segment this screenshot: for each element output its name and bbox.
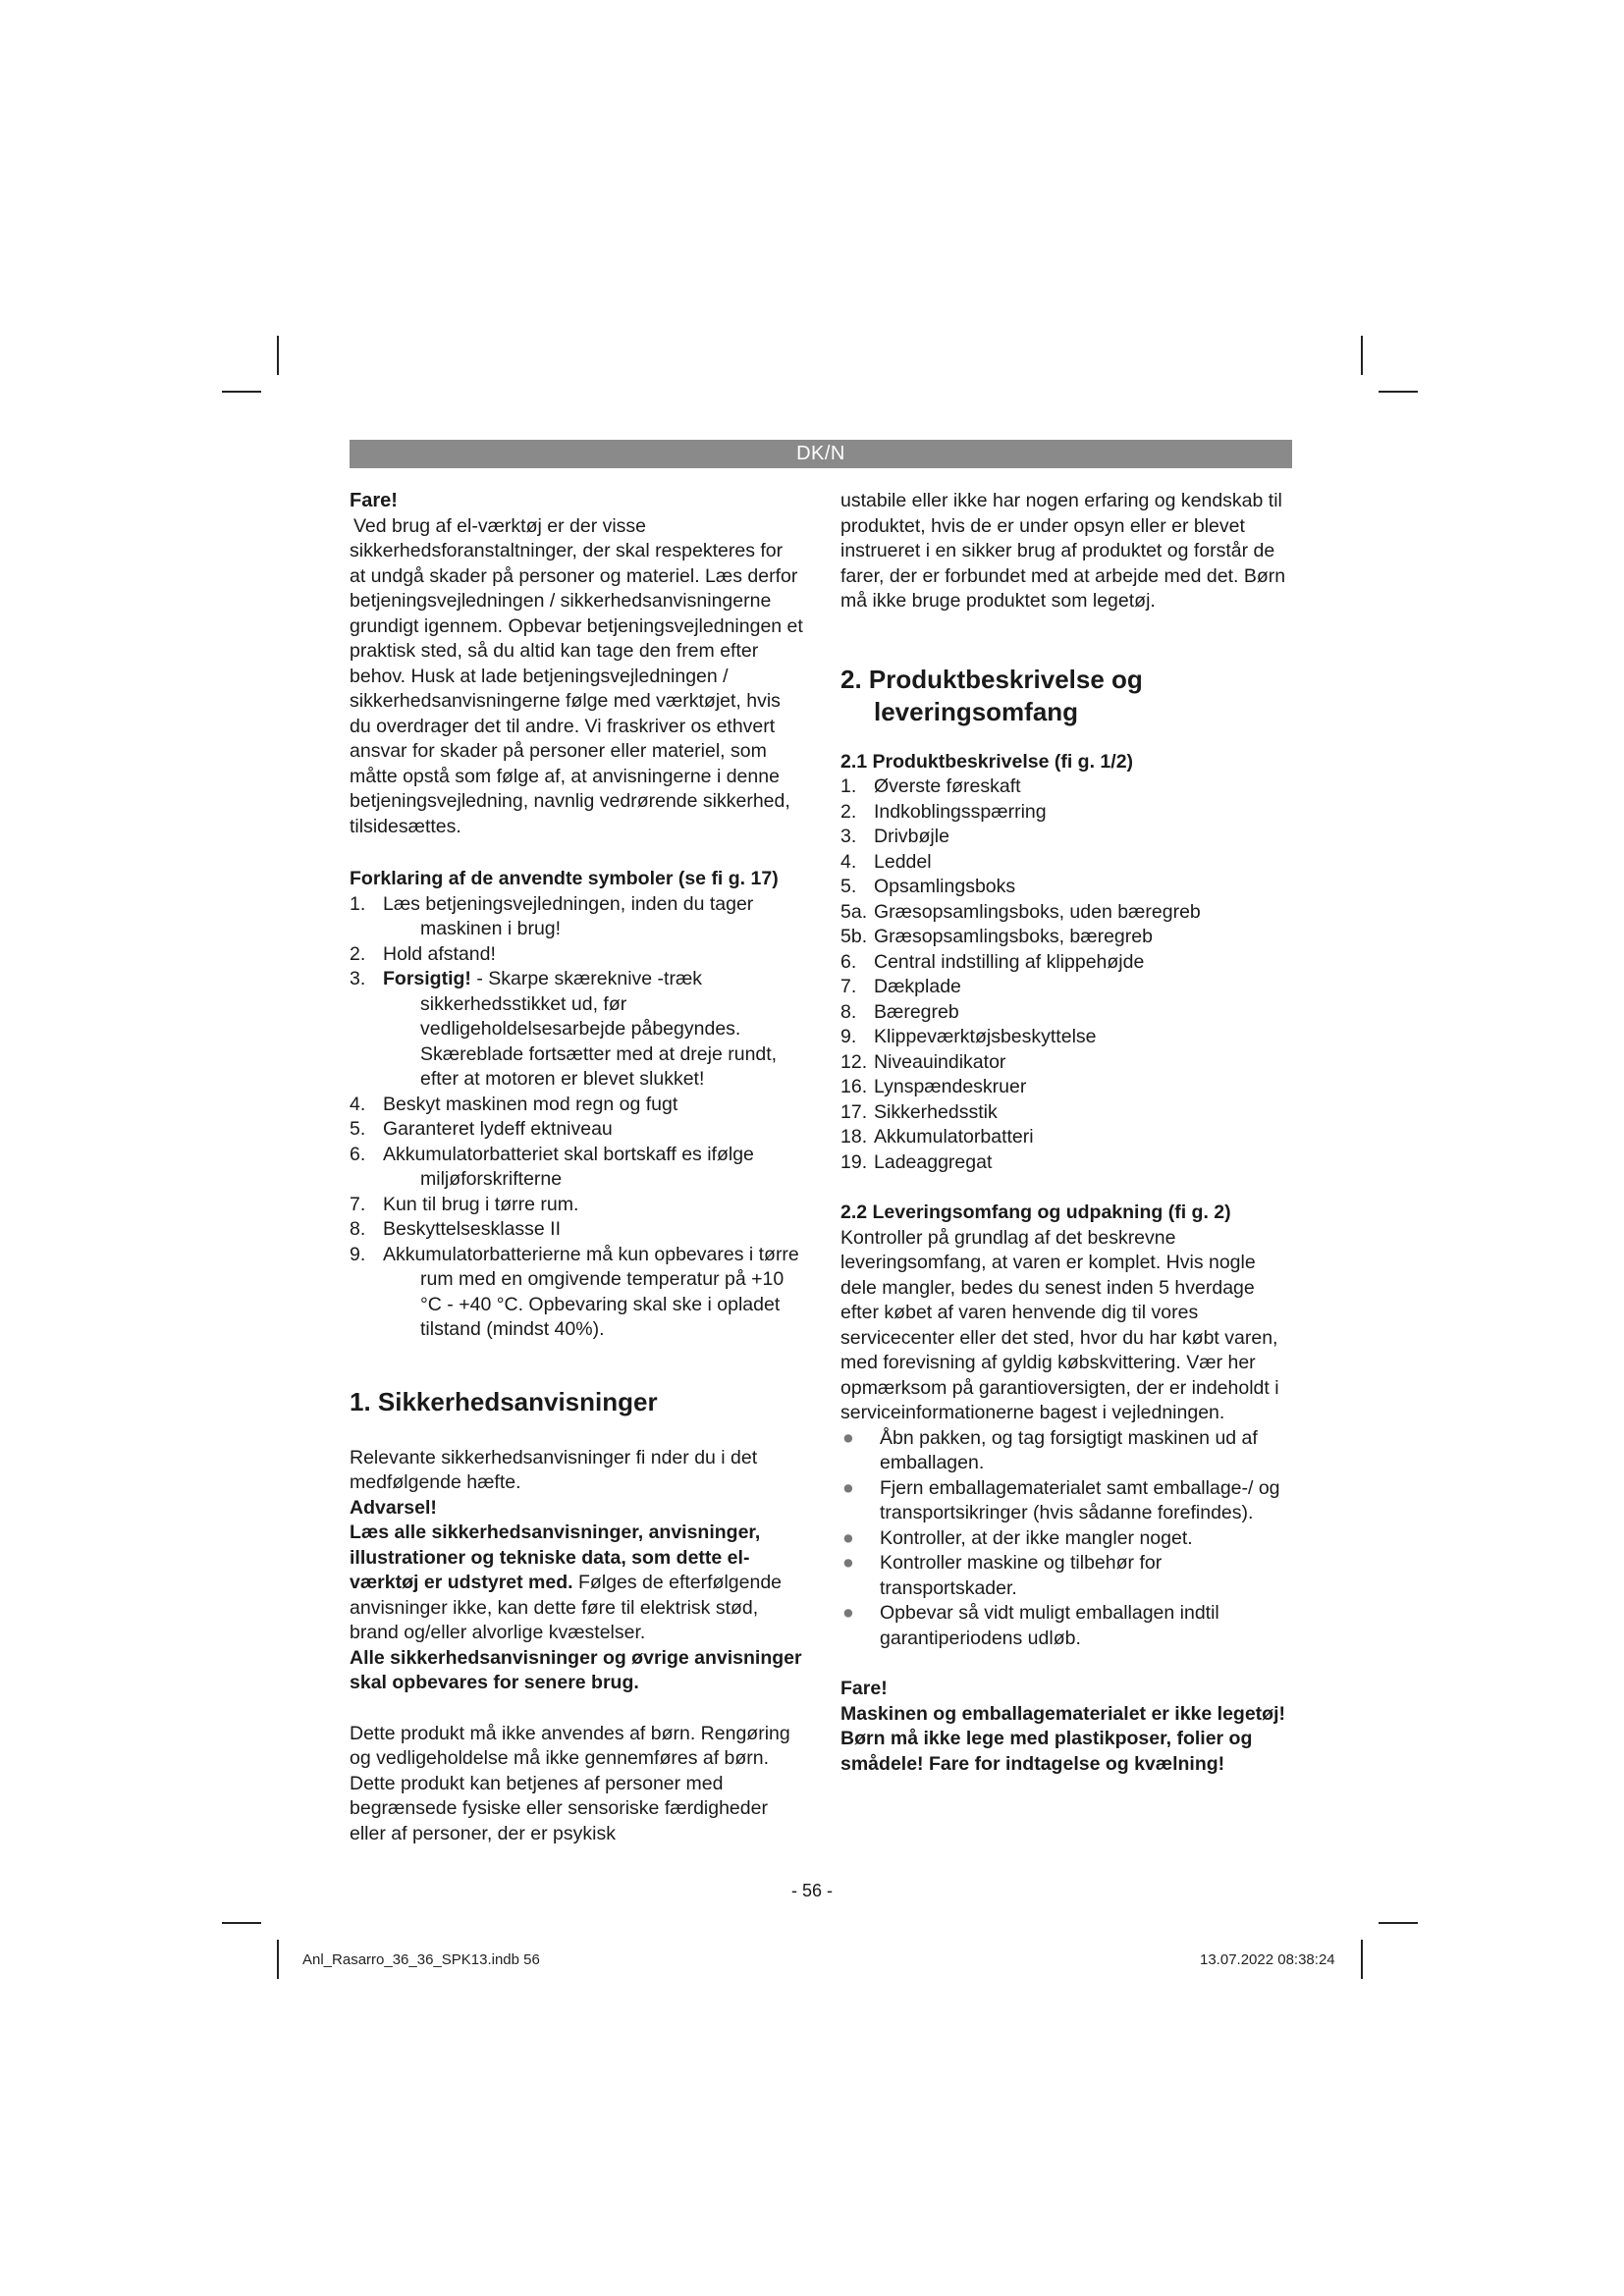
item-number: 18. <box>840 1126 868 1148</box>
item-text: Drivbøjle <box>874 826 949 847</box>
caution-label: Forsigtig! <box>383 968 471 989</box>
item-text: Akkumulatorbatteri <box>874 1126 1034 1148</box>
crop-mark <box>277 1940 279 1979</box>
crop-mark <box>1361 1940 1363 1979</box>
item-number: 16. <box>840 1076 868 1097</box>
list-item <box>840 1025 1294 1050</box>
item-text: Kontroller, at der ikke mangler noget. <box>880 1526 1193 1549</box>
item-text: - Skarpe skæreknive -træk sikkerhedsstikket ud, før vedligeholdelsesarbejde påbegyndes. Skæreblade fortsætter med at dreje rundt, efter at motoren er blevet slukket! <box>420 968 778 1090</box>
warning-text: Følges de efterfølgende anvisninger ikke, kan dette føre til elektrisk stød, brand og/eller alvorlige kvæstelser. <box>350 1572 783 1643</box>
list-item <box>350 892 803 942</box>
list-item <box>350 1143 803 1193</box>
item-text: Ladeaggregat <box>874 1150 993 1173</box>
section-1-intro: Relevante sikkerhedsanvisninger fi nder du i det medfølgende hæfte. <box>350 1446 758 1493</box>
list-item <box>840 800 1294 826</box>
list-item <box>840 1125 1294 1150</box>
continued-paragraph: ustabile eller ikke har nogen erfaring og kendskab til produktet, hvis de er under opsyn eller er blevet instrueret i en sikker brug af produktet og forstår de farer, der er forbundet med at arbejde med det. Børn må ikke bruge produktet som legetøj. <box>840 490 1286 612</box>
item-number: 2. <box>840 800 857 823</box>
list-item <box>350 1093 803 1118</box>
list-item <box>840 825 1294 850</box>
right-column <box>840 489 1294 1777</box>
bullet-icon: ● <box>842 1476 854 1499</box>
list-item <box>840 1476 1294 1526</box>
list-item <box>350 942 803 968</box>
fare-heading-2: Fare! <box>840 1678 888 1699</box>
crop-mark <box>222 391 261 393</box>
item-text: Beskyt maskinen mod regn og fugt <box>383 1093 678 1115</box>
crop-mark <box>1361 336 1363 375</box>
item-text: Leddel <box>874 850 932 873</box>
item-number: 1. <box>840 775 857 797</box>
crop-mark <box>222 1922 261 1924</box>
item-text: Dækplade <box>874 976 961 997</box>
fare-paragraph: Ved brug af el-værktøj er der visse sikkerhedsforanstaltninger, der skal respekteres for at undgå skader på personer og materiel. Læs derfor betjeningsvejledningen / sikkerhedsanvisningerne grundigt igennem. Opbevar betjeningsvejledningen et praktisk sted, så du altid kan tage den frem efter behov. Husk at lade betjeningsvejledningen / sikkerhedsanvisningerne følge med værktøjet, hvis du overdrager det til andre. Vi fraskriver os ethvert ansvar for skader på personer eller materiel, som måtte opstå som følge af, at anvisningerne i denne betjeningsvejledning, navnlig vedrørende sikkerhed, tilsidesættes. <box>350 514 803 837</box>
parts-list <box>840 774 1294 1175</box>
item-number: 5. <box>350 1118 366 1140</box>
item-text: Opbevar så vidt muligt emballagen indtil garantiperiodens udløb. <box>880 1602 1219 1649</box>
item-text: Indkoblingsspærring <box>874 800 1047 823</box>
subsection-2-1-title: 2.1 Produktbeskrivelse (fi g. 1/2) <box>840 750 1134 773</box>
item-number: 12. <box>840 1050 868 1073</box>
item-number: 6. <box>840 950 857 973</box>
print-timestamp: 13.07.2022 08:38:24 <box>1200 1951 1335 1968</box>
item-text: Åbn pakken, og tag forsigtigt maskinen ud af emballagen. <box>880 1426 1258 1473</box>
item-number: 4. <box>840 850 857 873</box>
list-item <box>840 774 1294 800</box>
list-item <box>840 1150 1294 1176</box>
print-file-name: Anl_Rasarro_36_36_SPK13.indb 56 <box>302 1951 540 1968</box>
warning-paragraph <box>350 1521 803 1646</box>
bullet-icon: ● <box>842 1426 854 1449</box>
list-item <box>840 1050 1294 1076</box>
unpacking-list <box>840 1426 1294 1652</box>
item-number: 7. <box>350 1193 366 1215</box>
item-text: Læs betjeningsvejledningen, inden du tager maskinen i brug! <box>383 892 754 939</box>
list-item <box>840 1601 1294 1651</box>
crop-mark <box>277 336 279 375</box>
item-text: Kun til brug i tørre rum. <box>383 1193 579 1215</box>
language-label: DK/N <box>796 443 845 464</box>
item-number: 19. <box>840 1150 868 1173</box>
list-item <box>840 900 1294 926</box>
list-item <box>350 1193 803 1218</box>
item-text: Hold afstand! <box>383 942 496 965</box>
item-text: Lynspændeskruer <box>874 1076 1027 1097</box>
children-paragraph: Dette produkt må ikke anvendes af børn. Rengøring og vedligeholdelse må ikke gennemføres af børn. Dette produkt kan betjenes af personer med begrænsede fysiske eller sensoriske færdigheder eller af personer, der er psykisk <box>350 1722 790 1844</box>
item-number: 5a. <box>840 900 868 923</box>
item-text: Niveauindikator <box>874 1050 1006 1073</box>
item-number: 9. <box>350 1243 366 1265</box>
item-text: Bæregreb <box>874 1000 959 1023</box>
item-number: 6. <box>350 1143 366 1165</box>
item-text: Akkumulatorbatteriet skal bortskaff es ifølge miljøforskrifterne <box>383 1143 754 1190</box>
bullet-icon: ● <box>842 1602 854 1624</box>
item-number: 3. <box>350 968 366 989</box>
warning-bold-text: Læs alle sikkerhedsanvisninger, anvisninger, illustrationer og tekniske data, som dette el-værktøj er udstyret med. <box>350 1522 761 1593</box>
keep-instructions-note: Alle sikkerhedsanvisninger og øvrige anvisninger skal opbevares for senere brug. <box>350 1646 802 1693</box>
list-item <box>840 950 1294 976</box>
item-number: 4. <box>350 1093 366 1115</box>
bullet-icon: ● <box>842 1526 854 1549</box>
crop-mark <box>1379 1922 1418 1924</box>
list-item <box>840 1551 1294 1601</box>
item-text: Græsopsamlingsboks, bæregreb <box>874 926 1153 947</box>
list-item <box>350 967 803 1093</box>
section-1-title: 1. Sikkerhedsanvisninger <box>350 1386 658 1416</box>
item-number: 5b. <box>840 926 868 947</box>
list-item <box>350 1217 803 1243</box>
left-column <box>350 489 803 1846</box>
item-text: Beskyttelsesklasse II <box>383 1218 561 1240</box>
list-item <box>840 1100 1294 1126</box>
item-text: Sikkerhedsstik <box>874 1100 998 1123</box>
item-number: 2. <box>350 942 366 965</box>
fare-warning-text: Maskinen og emballagematerialet er ikke legetøj! Børn må ikke lege med plastikposer, folier og smådele! Fare for indtagelse og kvælning! <box>840 1702 1286 1775</box>
crop-mark <box>1379 391 1418 393</box>
item-text: Kontroller maskine og tilbehør for transportskader. <box>880 1552 1163 1599</box>
list-item <box>840 850 1294 876</box>
item-text: Klippeværktøjsbeskyttelse <box>874 1026 1097 1047</box>
item-text: Fjern emballagematerialet samt emballage-/ og transportsikringer (hvis sådanne forefindes). <box>880 1476 1280 1523</box>
item-number: 7. <box>840 976 857 997</box>
list-item <box>840 925 1294 950</box>
item-number: 3. <box>840 826 857 847</box>
list-item <box>840 1526 1294 1552</box>
item-text: Græsopsamlingsboks, uden bæregreb <box>874 900 1201 923</box>
bullet-icon: ● <box>842 1552 854 1574</box>
list-item <box>350 1243 803 1343</box>
page-number: - 56 - <box>790 1881 833 1900</box>
item-text: Øverste føreskaft <box>874 775 1021 797</box>
list-item <box>840 975 1294 1000</box>
list-item <box>840 1426 1294 1476</box>
symbols-list <box>350 892 803 1343</box>
item-number: 8. <box>350 1218 366 1240</box>
list-item <box>350 1117 803 1143</box>
item-text: Garanteret lydeff ektniveau <box>383 1118 613 1140</box>
item-text: Akkumulatorbatterierne må kun opbevares i tørre rum med en omgivende temperatur på +10 °C - +40 °C. Opbevaring skal ske i opladet tilstand (mindst 40%). <box>383 1243 799 1340</box>
item-number: 17. <box>840 1100 868 1123</box>
delivery-paragraph: Kontroller på grundlag af det beskrevne leveringsomfang, at varen er komplet. Hvis nogle dele mangler, bedes du senest inden 5 hverdage efter købet af varen henvende dig til vores servicecenter eller det sted, hvor du har købt varen, med forevisning af gyldig købskvittering. Vær her opmærksom på garantioversigten, der er indeholdt i serviceinformationerne bagest i vejledningen. <box>840 1226 1279 1423</box>
symbols-heading: Forklaring af de anvendte symboler (se fi g. 17) <box>350 868 779 889</box>
fare-heading: Fare! <box>350 490 398 511</box>
list-item <box>840 875 1294 900</box>
item-number: 5. <box>840 876 857 897</box>
item-text: Opsamlingsboks <box>874 876 1016 897</box>
item-number: 8. <box>840 1000 857 1023</box>
language-header-bar <box>350 440 1292 468</box>
item-number: 9. <box>840 1026 857 1047</box>
item-text: Central indstilling af klippehøjde <box>874 950 1145 973</box>
list-item <box>840 1000 1294 1026</box>
section-2-title: 2. Produktbeskrivelse og leveringsomfang <box>840 664 1143 726</box>
warning-heading: Advarsel! <box>350 1496 437 1519</box>
item-number: 1. <box>350 892 366 915</box>
subsection-2-2-title: 2.2 Leveringsomfang og udpakning (fi g. 2) <box>840 1201 1231 1223</box>
list-item <box>840 1075 1294 1100</box>
